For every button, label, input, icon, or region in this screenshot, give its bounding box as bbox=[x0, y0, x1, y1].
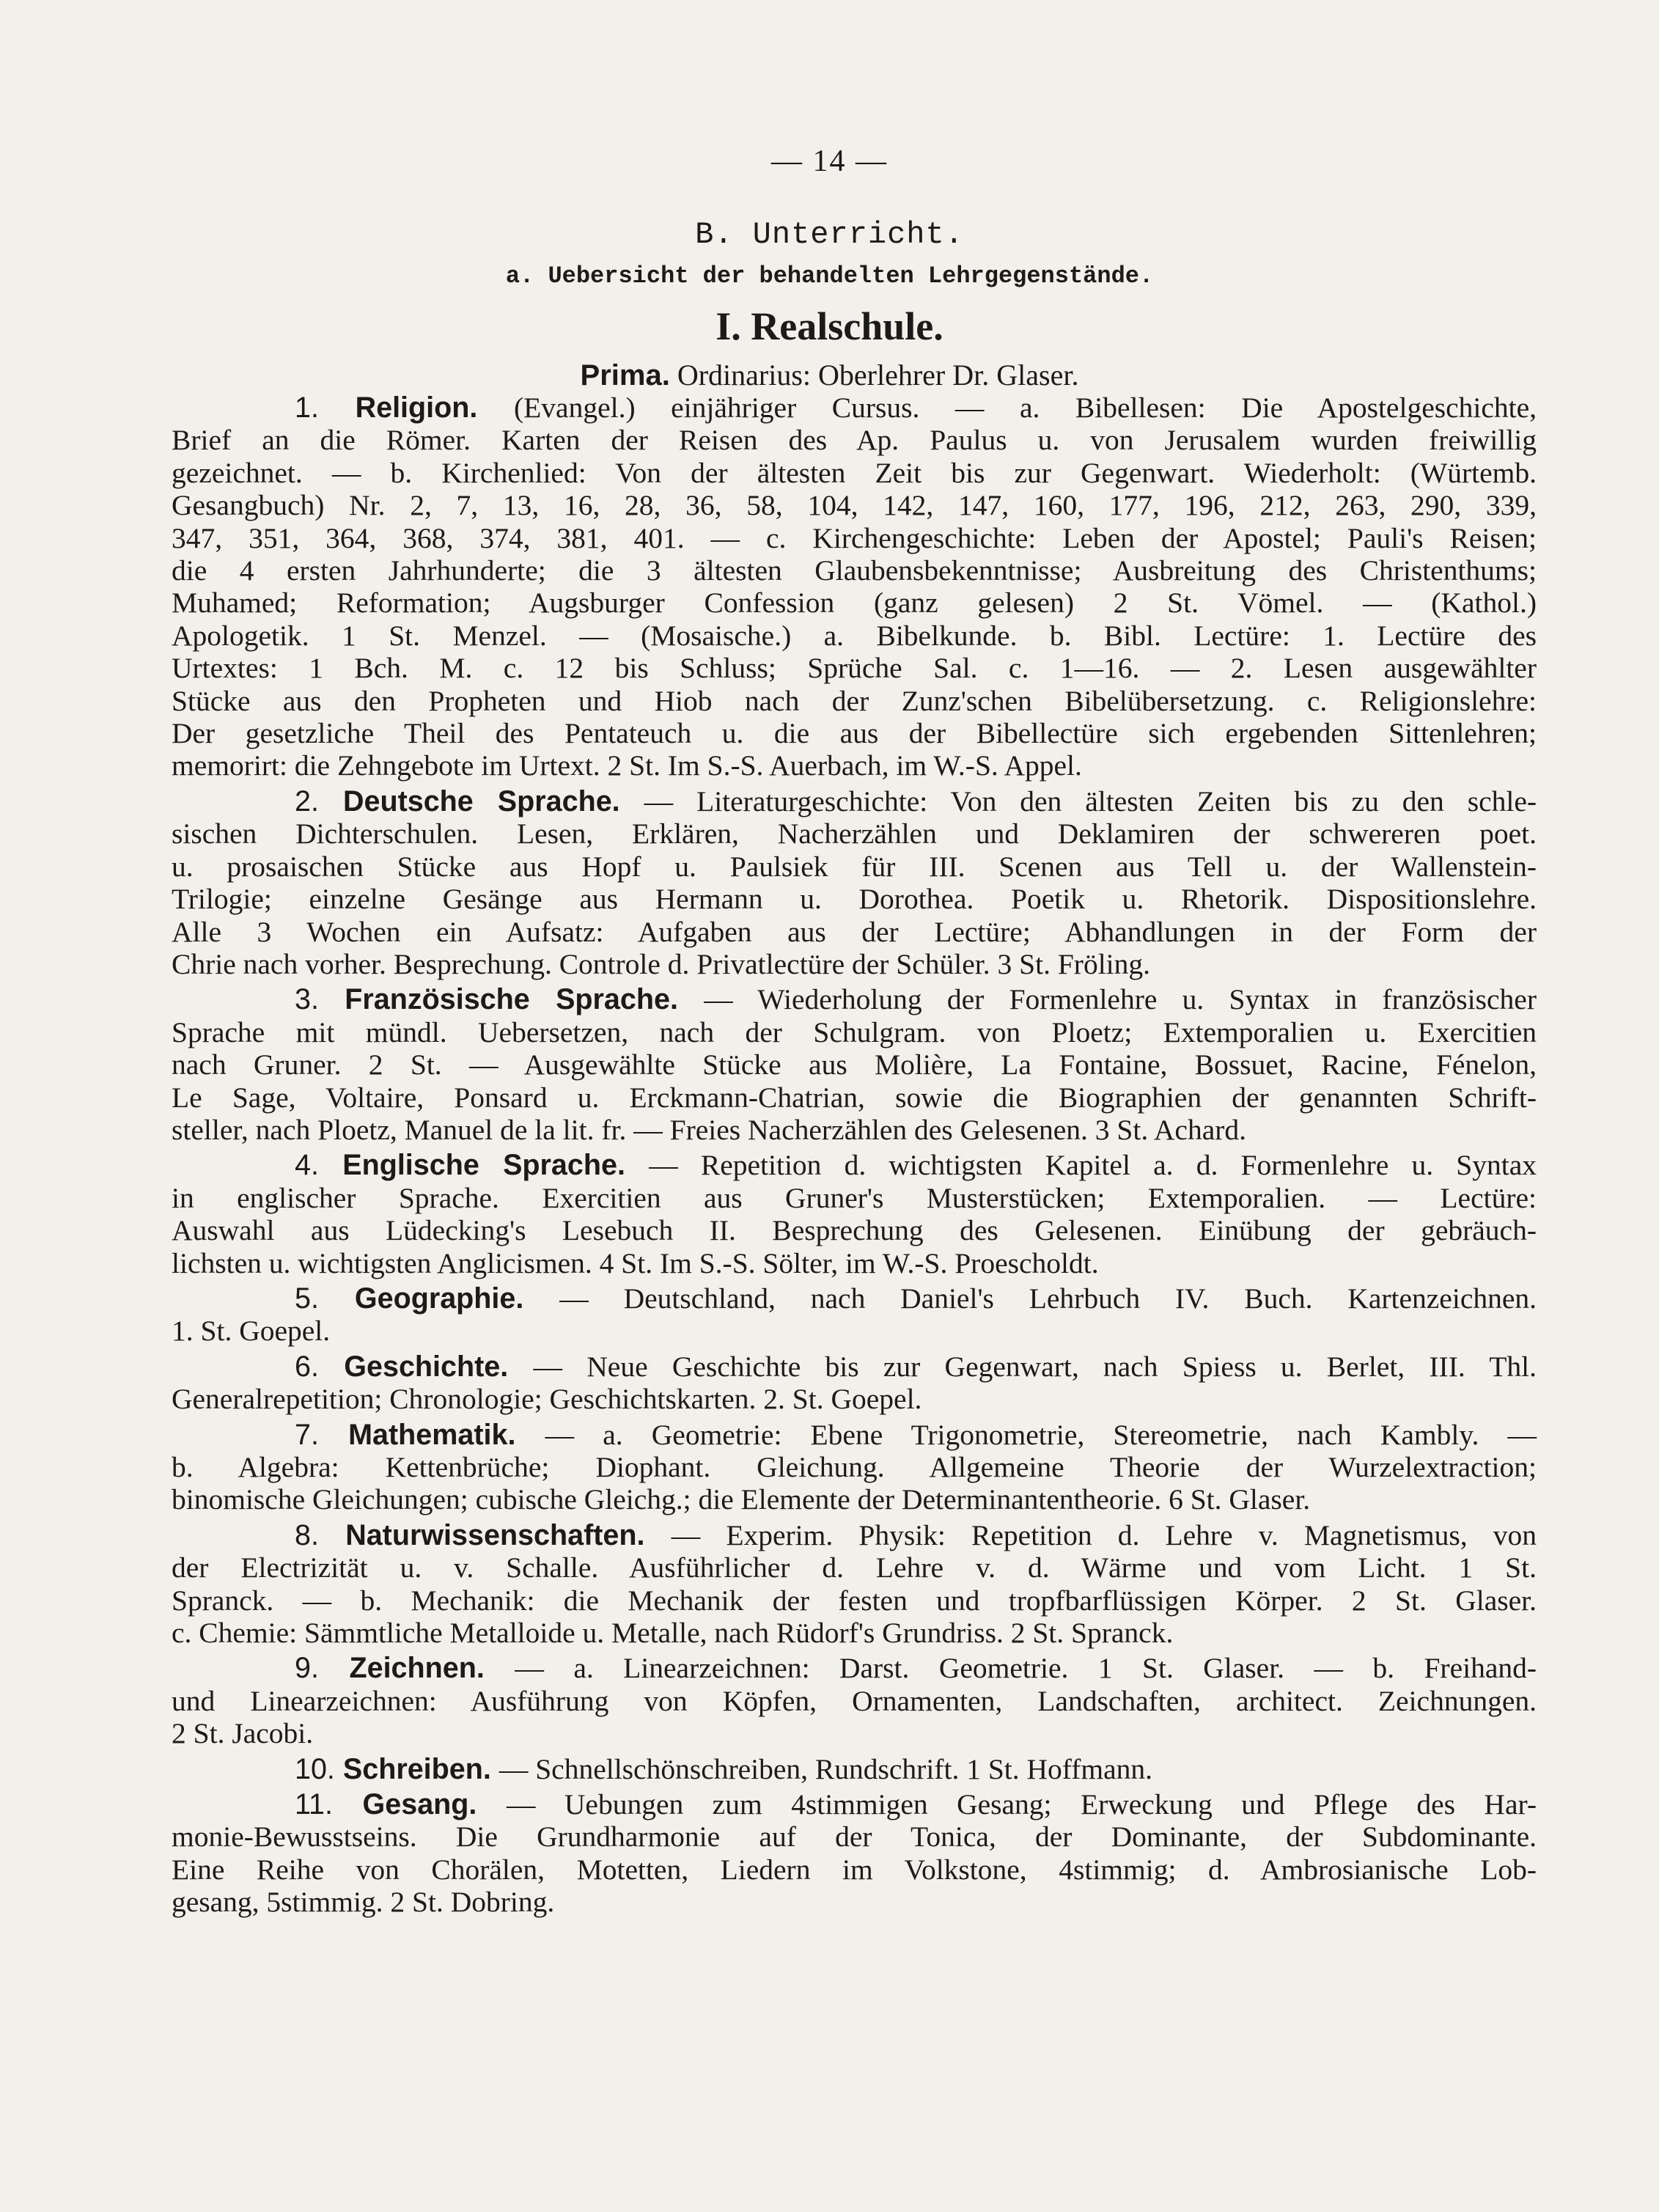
subject-number: 1. bbox=[295, 392, 356, 424]
subject-line: die 4 ersten Jahrhunderte; die 3 ältesten Glaubensbekenntnisse; Ausbreitung des Christenthums; bbox=[172, 554, 1537, 587]
subject-line: lichsten u. wichtigsten Anglicismen. 4 St. Im S.-S. Sölter, im W.-S. Proescholdt. bbox=[172, 1246, 1099, 1279]
subject-line: 2 St. Jacobi. bbox=[172, 1717, 314, 1750]
subjects-list bbox=[172, 392, 1537, 1922]
subject-line: in englischer Sprache. Exercitien aus Gruner's Musterstücken; Extemporalien. — Lectüre: bbox=[172, 1181, 1537, 1214]
subject-line: b. Algebra: Kettenbrüche; Diophant. Gleichung. Allgemeine Theorie der Wurzelextraction; bbox=[172, 1451, 1537, 1483]
subject-line: Eine Reihe von Chorälen, Motetten, Liedern im Volkstone, 4stimmig; d. Ambrosianische Lob- bbox=[172, 1853, 1537, 1886]
subject-line: Gesangbuch) Nr. 2, 7, 13, 16, 28, 36, 58, 104, 142, 147, 160, 177, 196, 212, 263, 290, 339, bbox=[172, 489, 1537, 522]
subject-text: — Wiederholung der Formenlehre u. Syntax in französischer bbox=[704, 983, 1537, 1016]
subject-line: Spranck. — b. Mechanik: die Mechanik der festen und tropfbarflüssigen Körper. 2 St. Glaser. bbox=[172, 1584, 1537, 1617]
class-name: Prima. bbox=[580, 359, 670, 392]
subject-paragraph bbox=[172, 392, 1537, 782]
subject-line: binomische Gleichungen; cubische Gleichg.; die Elemente der Determinantentheorie. 6 St. Glaser. bbox=[172, 1483, 1311, 1516]
subject-line: 347, 351, 364, 368, 374, 381, 401. — c. Kirchengeschichte: Leben der Apostel; Pauli's Reisen; bbox=[172, 521, 1537, 554]
subject-paragraph bbox=[172, 785, 1537, 980]
subject-name: Mathematik. bbox=[348, 1418, 545, 1451]
subject-paragraph bbox=[172, 1282, 1537, 1348]
subject-number: 4. bbox=[295, 1149, 343, 1182]
subject-text: (Evangel.) einjähriger Cursus. — a. Bibellesen: Die Apostelgeschichte, bbox=[514, 392, 1537, 424]
subject-number: 8. bbox=[295, 1518, 346, 1551]
subject-line: monie-Bewusstseins. Die Grundharmonie auf der Tonica, der Dominante, der Subdominante. bbox=[172, 1820, 1537, 1853]
subject-line bbox=[172, 983, 1537, 1015]
subject-line: sischen Dichterschulen. Lesen, Erklären, Nacherzählen und Deklamiren der schwereren poet. bbox=[172, 817, 1537, 850]
subject-line bbox=[172, 1788, 1537, 1820]
subject-line bbox=[172, 1419, 1537, 1451]
subject-line: gezeichnet. — b. Kirchenlied: Von der ältesten Zeit bis zur Gegenwart. Wiederholt: (Würtemb. bbox=[172, 456, 1537, 489]
subject-paragraph bbox=[172, 1652, 1537, 1749]
subject-paragraph bbox=[172, 1351, 1537, 1416]
subject-number: 5. bbox=[295, 1282, 355, 1315]
subject-number: 9. bbox=[295, 1652, 350, 1685]
subject-line: Brief an die Römer. Karten der Reisen des Ap. Paulus u. von Jerusalem wurden freiwillig bbox=[172, 424, 1537, 457]
subject-text: — Schnellschönschreiben, Rundschrift. 1 St. Hoffmann. bbox=[499, 1752, 1153, 1785]
subject-line bbox=[172, 392, 1537, 424]
subject-name: Französische Sprache. bbox=[345, 983, 705, 1016]
subject-line bbox=[172, 1282, 1537, 1315]
subject-line bbox=[172, 1149, 1537, 1181]
subject-number: 10. bbox=[295, 1752, 343, 1785]
subject-name: Geographie. bbox=[354, 1282, 560, 1315]
subject-name: Englische Sprache. bbox=[342, 1149, 650, 1182]
subject-line: Chrie nach vorher. Besprechung. Controle d. Privatlectüre der Schüler. 3 St. Fröling. bbox=[172, 947, 1151, 980]
subject-name: Gesang. bbox=[362, 1788, 507, 1821]
subject-line: Sprache mit mündl. Uebersetzen, nach der Schulgram. von Ploetz; Extemporalien u. Exercitien bbox=[172, 1015, 1537, 1048]
subject-line: nach Gruner. 2 St. — Ausgewählte Stücke aus Molière, La Fontaine, Bossuet, Racine, Fénelon, bbox=[172, 1048, 1537, 1081]
subject-name: Naturwissenschaften. bbox=[345, 1518, 672, 1551]
subject-line: Generalrepetition; Chronologie; Geschichtskarten. 2. St. Goepel. bbox=[172, 1383, 922, 1416]
subject-line bbox=[172, 1351, 1537, 1383]
subject-text: — Neue Geschichte bis zur Gegenwart, nach Spiess u. Berlet, III. Thl. bbox=[533, 1350, 1537, 1383]
subject-line: Urtextes: 1 Bch. M. c. 12 bis Schluss; Sprüche Sal. c. 1—16. — 2. Lesen ausgewählter bbox=[172, 652, 1537, 685]
class-ordinarius: Ordinarius: Oberlehrer Dr. Glaser. bbox=[677, 359, 1079, 392]
subject-name: Geschichte. bbox=[344, 1350, 534, 1383]
subject-text: — Uebungen zum 4stimmigen Gesang; Erweckung und Pflege des Har- bbox=[506, 1788, 1537, 1821]
subject-paragraph bbox=[172, 1419, 1537, 1516]
subject-text: — Deutschland, nach Daniel's Lehrbuch IV. Buch. Kartenzeichnen. bbox=[559, 1282, 1537, 1315]
subject-line: Apologetik. 1 St. Menzel. — (Mosaische.) a. Bibelkunde. b. Bibl. Lectüre: 1. Lectüre des bbox=[172, 619, 1537, 652]
subject-number: 11. bbox=[295, 1788, 363, 1821]
subject-line: Der gesetzliche Theil des Pentateuch u. die aus der Bibellectüre sich ergebenden Sittenlehren; bbox=[172, 717, 1537, 750]
subject-line bbox=[172, 785, 1537, 817]
subject-line: und Linearzeichnen: Ausführung von Köpfen, Ornamenten, Landschaften, architect. Zeichnungen. bbox=[172, 1684, 1537, 1717]
subject-line bbox=[172, 1753, 1537, 1785]
subject-line bbox=[172, 1652, 1537, 1684]
school-heading: I. Realschule. bbox=[716, 304, 943, 348]
subject-text: — a. Geometrie: Ebene Trigonometrie, Stereometrie, nach Kambly. — bbox=[545, 1418, 1537, 1451]
subject-line: Auswahl aus Lüdecking's Lesebuch II. Besprechung des Gelesenen. Einübung der gebräuch- bbox=[172, 1214, 1537, 1247]
subsection-heading: a. Uebersicht der behandelten Lehrgegenstände. bbox=[505, 262, 1154, 290]
subject-name: Deutsche Sprache. bbox=[342, 785, 644, 817]
subject-name: Religion. bbox=[355, 392, 515, 424]
subject-name: Zeichnen. bbox=[349, 1652, 515, 1685]
subject-paragraph bbox=[172, 983, 1537, 1146]
subject-paragraph bbox=[172, 1753, 1537, 1785]
subject-paragraph bbox=[172, 1519, 1537, 1650]
subject-line: u. prosaischen Stücke aus Hopf u. Paulsiek für III. Scenen aus Tell u. der Wallenstein- bbox=[172, 850, 1537, 883]
subject-line: Stücke aus den Propheten und Hiob nach der Zunz'schen Bibelübersetzung. c. Religionslehre: bbox=[172, 684, 1537, 717]
subject-line: gesang, 5stimmig. 2 St. Dobring. bbox=[172, 1886, 555, 1919]
subject-number: 6. bbox=[295, 1350, 345, 1383]
subject-line bbox=[172, 1519, 1537, 1551]
subject-text: — Literaturgeschichte: Von den ältesten Zeiten bis zu den schle- bbox=[644, 785, 1537, 817]
subject-paragraph bbox=[172, 1788, 1537, 1919]
subject-line: Le Sage, Voltaire, Ponsard u. Erckmann-Chatrian, sowie die Biographien der genannten Schrift- bbox=[172, 1081, 1537, 1114]
subject-line: 1. St. Goepel. bbox=[172, 1315, 331, 1348]
subject-line: Alle 3 Wochen ein Aufsatz: Aufgaben aus der Lectüre; Abhandlungen in der Form der bbox=[172, 915, 1537, 948]
subject-line: der Electrizität u. v. Schalle. Ausführlicher d. Lehre v. d. Wärme und vom Licht. 1 St. bbox=[172, 1551, 1537, 1584]
subject-text: — Experim. Physik: Repetition d. Lehre v. Magnetismus, von bbox=[671, 1518, 1537, 1551]
subject-name: Schreiben. bbox=[342, 1752, 499, 1785]
subject-line: c. Chemie: Sämmtliche Metalloide u. Metalle, nach Rüdorf's Grundriss. 2 St. Spranck. bbox=[172, 1617, 1174, 1650]
subject-line: Muhamed; Reformation; Augsburger Confession (ganz gelesen) 2 St. Vömel. — (Kathol.) bbox=[172, 587, 1537, 620]
subject-line: Trilogie; einzelne Gesänge aus Hermann u. Dorothea. Poetik u. Rhetorik. Dispositionslehre. bbox=[172, 883, 1537, 916]
subject-number: 3. bbox=[295, 983, 345, 1016]
page-number: — 14 — bbox=[771, 144, 888, 178]
section-heading: B. Unterricht. bbox=[695, 217, 964, 252]
subject-text: — Repetition d. wichtigsten Kapitel a. d. Formenlehre u. Syntax bbox=[649, 1149, 1537, 1182]
class-line bbox=[0, 358, 1659, 392]
subject-text: — a. Linearzeichnen: Darst. Geometrie. 1 St. Glaser. — b. Freihand- bbox=[515, 1652, 1537, 1685]
subject-number: 2. bbox=[295, 785, 343, 817]
subject-line: memorirt: die Zehngebote im Urtext. 2 St. Im S.-S. Auerbach, im W.-S. Appel. bbox=[172, 749, 1082, 782]
subject-number: 7. bbox=[295, 1418, 349, 1451]
subject-paragraph bbox=[172, 1149, 1537, 1279]
subject-line: steller, nach Ploetz, Manuel de la lit. fr. — Freies Nacherzählen des Gelesenen. 3 St. Achard. bbox=[172, 1113, 1247, 1146]
